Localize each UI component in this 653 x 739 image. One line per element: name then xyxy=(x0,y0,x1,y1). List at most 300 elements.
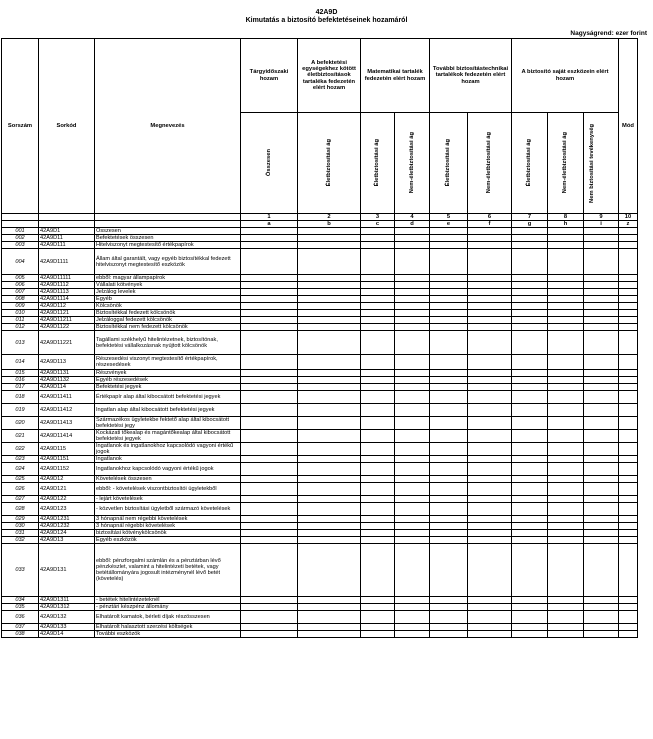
value-cell[interactable] xyxy=(361,228,395,235)
value-cell[interactable] xyxy=(241,631,298,638)
value-cell[interactable] xyxy=(619,631,638,638)
value-cell[interactable] xyxy=(468,242,512,249)
value-cell[interactable] xyxy=(619,235,638,242)
value-cell[interactable] xyxy=(619,611,638,624)
value-cell[interactable] xyxy=(512,530,548,537)
value-cell[interactable] xyxy=(298,296,361,303)
value-cell[interactable] xyxy=(298,317,361,324)
value-cell[interactable] xyxy=(548,624,584,631)
value-cell[interactable] xyxy=(584,537,619,544)
value-cell[interactable] xyxy=(298,604,361,611)
value-cell[interactable] xyxy=(584,370,619,377)
value-cell[interactable] xyxy=(619,377,638,384)
value-cell[interactable] xyxy=(512,228,548,235)
value-cell[interactable] xyxy=(584,530,619,537)
value-cell[interactable] xyxy=(548,417,584,430)
value-cell[interactable] xyxy=(361,430,395,443)
value-cell[interactable] xyxy=(468,537,512,544)
value-cell[interactable] xyxy=(619,544,638,597)
value-cell[interactable] xyxy=(512,537,548,544)
value-cell[interactable] xyxy=(619,476,638,483)
value-cell[interactable] xyxy=(584,611,619,624)
value-cell[interactable] xyxy=(584,235,619,242)
value-cell[interactable] xyxy=(298,516,361,523)
value-cell[interactable] xyxy=(430,443,468,456)
value-cell[interactable] xyxy=(468,631,512,638)
value-cell[interactable] xyxy=(619,463,638,476)
value-cell[interactable] xyxy=(361,530,395,537)
value-cell[interactable] xyxy=(395,310,430,317)
value-cell[interactable] xyxy=(548,516,584,523)
value-cell[interactable] xyxy=(619,523,638,530)
value-cell[interactable] xyxy=(298,242,361,249)
value-cell[interactable] xyxy=(298,496,361,503)
value-cell[interactable] xyxy=(430,391,468,404)
value-cell[interactable] xyxy=(548,530,584,537)
value-cell[interactable] xyxy=(468,377,512,384)
value-cell[interactable] xyxy=(548,604,584,611)
value-cell[interactable] xyxy=(241,496,298,503)
value-cell[interactable] xyxy=(619,384,638,391)
value-cell[interactable] xyxy=(430,289,468,296)
value-cell[interactable] xyxy=(361,296,395,303)
value-cell[interactable] xyxy=(619,275,638,282)
value-cell[interactable] xyxy=(468,404,512,417)
value-cell[interactable] xyxy=(241,303,298,310)
value-cell[interactable] xyxy=(430,324,468,331)
value-cell[interactable] xyxy=(619,296,638,303)
value-cell[interactable] xyxy=(361,604,395,611)
value-cell[interactable] xyxy=(468,228,512,235)
value-cell[interactable] xyxy=(548,355,584,370)
value-cell[interactable] xyxy=(548,404,584,417)
value-cell[interactable] xyxy=(241,443,298,456)
value-cell[interactable] xyxy=(395,631,430,638)
value-cell[interactable] xyxy=(395,242,430,249)
value-cell[interactable] xyxy=(512,417,548,430)
value-cell[interactable] xyxy=(430,331,468,355)
value-cell[interactable] xyxy=(430,282,468,289)
value-cell[interactable] xyxy=(298,282,361,289)
value-cell[interactable] xyxy=(395,282,430,289)
value-cell[interactable] xyxy=(395,235,430,242)
value-cell[interactable] xyxy=(512,296,548,303)
value-cell[interactable] xyxy=(241,282,298,289)
value-cell[interactable] xyxy=(468,430,512,443)
value-cell[interactable] xyxy=(512,242,548,249)
value-cell[interactable] xyxy=(584,483,619,496)
value-cell[interactable] xyxy=(430,249,468,275)
value-cell[interactable] xyxy=(512,597,548,604)
value-cell[interactable] xyxy=(619,303,638,310)
value-cell[interactable] xyxy=(395,624,430,631)
value-cell[interactable] xyxy=(512,317,548,324)
value-cell[interactable] xyxy=(548,324,584,331)
value-cell[interactable] xyxy=(430,530,468,537)
value-cell[interactable] xyxy=(512,631,548,638)
value-cell[interactable] xyxy=(361,317,395,324)
value-cell[interactable] xyxy=(512,324,548,331)
value-cell[interactable] xyxy=(548,384,584,391)
value-cell[interactable] xyxy=(430,235,468,242)
value-cell[interactable] xyxy=(512,604,548,611)
value-cell[interactable] xyxy=(548,430,584,443)
value-cell[interactable] xyxy=(512,496,548,503)
value-cell[interactable] xyxy=(548,631,584,638)
value-cell[interactable] xyxy=(395,404,430,417)
value-cell[interactable] xyxy=(619,355,638,370)
value-cell[interactable] xyxy=(395,391,430,404)
value-cell[interactable] xyxy=(619,483,638,496)
value-cell[interactable] xyxy=(430,496,468,503)
value-cell[interactable] xyxy=(361,624,395,631)
value-cell[interactable] xyxy=(241,597,298,604)
value-cell[interactable] xyxy=(298,324,361,331)
value-cell[interactable] xyxy=(298,443,361,456)
value-cell[interactable] xyxy=(512,310,548,317)
value-cell[interactable] xyxy=(584,631,619,638)
value-cell[interactable] xyxy=(619,242,638,249)
value-cell[interactable] xyxy=(584,523,619,530)
value-cell[interactable] xyxy=(298,530,361,537)
value-cell[interactable] xyxy=(430,430,468,443)
value-cell[interactable] xyxy=(468,303,512,310)
value-cell[interactable] xyxy=(548,463,584,476)
value-cell[interactable] xyxy=(395,463,430,476)
value-cell[interactable] xyxy=(584,228,619,235)
value-cell[interactable] xyxy=(298,631,361,638)
value-cell[interactable] xyxy=(584,503,619,516)
value-cell[interactable] xyxy=(298,611,361,624)
value-cell[interactable] xyxy=(430,310,468,317)
value-cell[interactable] xyxy=(361,404,395,417)
value-cell[interactable] xyxy=(395,483,430,496)
value-cell[interactable] xyxy=(468,391,512,404)
value-cell[interactable] xyxy=(241,228,298,235)
value-cell[interactable] xyxy=(512,463,548,476)
value-cell[interactable] xyxy=(395,523,430,530)
value-cell[interactable] xyxy=(548,289,584,296)
value-cell[interactable] xyxy=(430,597,468,604)
value-cell[interactable] xyxy=(548,317,584,324)
value-cell[interactable] xyxy=(361,355,395,370)
value-cell[interactable] xyxy=(395,228,430,235)
value-cell[interactable] xyxy=(395,503,430,516)
value-cell[interactable] xyxy=(298,624,361,631)
value-cell[interactable] xyxy=(512,456,548,463)
value-cell[interactable] xyxy=(361,496,395,503)
value-cell[interactable] xyxy=(468,249,512,275)
value-cell[interactable] xyxy=(619,324,638,331)
value-cell[interactable] xyxy=(584,456,619,463)
value-cell[interactable] xyxy=(468,611,512,624)
value-cell[interactable] xyxy=(395,611,430,624)
value-cell[interactable] xyxy=(241,370,298,377)
value-cell[interactable] xyxy=(548,443,584,456)
value-cell[interactable] xyxy=(298,235,361,242)
value-cell[interactable] xyxy=(298,523,361,530)
value-cell[interactable] xyxy=(512,331,548,355)
value-cell[interactable] xyxy=(619,530,638,537)
value-cell[interactable] xyxy=(584,289,619,296)
value-cell[interactable] xyxy=(430,544,468,597)
value-cell[interactable] xyxy=(512,503,548,516)
value-cell[interactable] xyxy=(512,544,548,597)
value-cell[interactable] xyxy=(298,384,361,391)
value-cell[interactable] xyxy=(468,317,512,324)
value-cell[interactable] xyxy=(395,249,430,275)
value-cell[interactable] xyxy=(512,516,548,523)
value-cell[interactable] xyxy=(241,430,298,443)
value-cell[interactable] xyxy=(430,417,468,430)
value-cell[interactable] xyxy=(298,404,361,417)
value-cell[interactable] xyxy=(548,597,584,604)
value-cell[interactable] xyxy=(361,324,395,331)
value-cell[interactable] xyxy=(512,275,548,282)
value-cell[interactable] xyxy=(361,249,395,275)
value-cell[interactable] xyxy=(395,377,430,384)
value-cell[interactable] xyxy=(395,430,430,443)
value-cell[interactable] xyxy=(619,456,638,463)
value-cell[interactable] xyxy=(468,324,512,331)
value-cell[interactable] xyxy=(548,483,584,496)
value-cell[interactable] xyxy=(584,384,619,391)
value-cell[interactable] xyxy=(548,303,584,310)
value-cell[interactable] xyxy=(548,456,584,463)
value-cell[interactable] xyxy=(395,296,430,303)
value-cell[interactable] xyxy=(361,503,395,516)
value-cell[interactable] xyxy=(361,456,395,463)
value-cell[interactable] xyxy=(468,604,512,611)
value-cell[interactable] xyxy=(468,483,512,496)
value-cell[interactable] xyxy=(548,503,584,516)
value-cell[interactable] xyxy=(241,523,298,530)
value-cell[interactable] xyxy=(512,624,548,631)
value-cell[interactable] xyxy=(548,249,584,275)
value-cell[interactable] xyxy=(395,476,430,483)
value-cell[interactable] xyxy=(619,624,638,631)
value-cell[interactable] xyxy=(584,417,619,430)
value-cell[interactable] xyxy=(619,516,638,523)
value-cell[interactable] xyxy=(430,503,468,516)
value-cell[interactable] xyxy=(512,370,548,377)
value-cell[interactable] xyxy=(468,463,512,476)
value-cell[interactable] xyxy=(430,483,468,496)
value-cell[interactable] xyxy=(298,370,361,377)
value-cell[interactable] xyxy=(395,496,430,503)
value-cell[interactable] xyxy=(619,496,638,503)
value-cell[interactable] xyxy=(298,355,361,370)
value-cell[interactable] xyxy=(548,331,584,355)
value-cell[interactable] xyxy=(395,604,430,611)
value-cell[interactable] xyxy=(361,523,395,530)
value-cell[interactable] xyxy=(584,317,619,324)
value-cell[interactable] xyxy=(548,282,584,289)
value-cell[interactable] xyxy=(619,289,638,296)
value-cell[interactable] xyxy=(512,282,548,289)
value-cell[interactable] xyxy=(584,544,619,597)
value-cell[interactable] xyxy=(548,275,584,282)
value-cell[interactable] xyxy=(430,370,468,377)
value-cell[interactable] xyxy=(298,303,361,310)
value-cell[interactable] xyxy=(298,391,361,404)
value-cell[interactable] xyxy=(361,235,395,242)
value-cell[interactable] xyxy=(298,249,361,275)
value-cell[interactable] xyxy=(430,384,468,391)
value-cell[interactable] xyxy=(468,530,512,537)
value-cell[interactable] xyxy=(468,331,512,355)
value-cell[interactable] xyxy=(584,430,619,443)
value-cell[interactable] xyxy=(241,377,298,384)
value-cell[interactable] xyxy=(241,404,298,417)
value-cell[interactable] xyxy=(241,516,298,523)
value-cell[interactable] xyxy=(548,370,584,377)
value-cell[interactable] xyxy=(430,476,468,483)
value-cell[interactable] xyxy=(241,483,298,496)
value-cell[interactable] xyxy=(584,463,619,476)
value-cell[interactable] xyxy=(395,370,430,377)
value-cell[interactable] xyxy=(468,544,512,597)
value-cell[interactable] xyxy=(361,443,395,456)
value-cell[interactable] xyxy=(584,249,619,275)
value-cell[interactable] xyxy=(619,249,638,275)
value-cell[interactable] xyxy=(361,476,395,483)
value-cell[interactable] xyxy=(512,430,548,443)
value-cell[interactable] xyxy=(298,377,361,384)
value-cell[interactable] xyxy=(430,537,468,544)
value-cell[interactable] xyxy=(468,516,512,523)
value-cell[interactable] xyxy=(548,523,584,530)
value-cell[interactable] xyxy=(468,310,512,317)
value-cell[interactable] xyxy=(241,331,298,355)
value-cell[interactable] xyxy=(468,289,512,296)
value-cell[interactable] xyxy=(241,242,298,249)
value-cell[interactable] xyxy=(512,523,548,530)
value-cell[interactable] xyxy=(395,384,430,391)
value-cell[interactable] xyxy=(430,624,468,631)
value-cell[interactable] xyxy=(468,624,512,631)
value-cell[interactable] xyxy=(548,377,584,384)
value-cell[interactable] xyxy=(361,303,395,310)
value-cell[interactable] xyxy=(548,496,584,503)
value-cell[interactable] xyxy=(395,456,430,463)
value-cell[interactable] xyxy=(241,604,298,611)
value-cell[interactable] xyxy=(361,544,395,597)
value-cell[interactable] xyxy=(548,537,584,544)
value-cell[interactable] xyxy=(584,275,619,282)
value-cell[interactable] xyxy=(361,331,395,355)
value-cell[interactable] xyxy=(468,282,512,289)
value-cell[interactable] xyxy=(548,296,584,303)
value-cell[interactable] xyxy=(361,463,395,476)
value-cell[interactable] xyxy=(361,310,395,317)
value-cell[interactable] xyxy=(298,597,361,604)
value-cell[interactable] xyxy=(468,456,512,463)
value-cell[interactable] xyxy=(619,228,638,235)
value-cell[interactable] xyxy=(468,275,512,282)
value-cell[interactable] xyxy=(548,235,584,242)
value-cell[interactable] xyxy=(395,597,430,604)
value-cell[interactable] xyxy=(512,483,548,496)
value-cell[interactable] xyxy=(361,275,395,282)
value-cell[interactable] xyxy=(395,303,430,310)
value-cell[interactable] xyxy=(241,544,298,597)
value-cell[interactable] xyxy=(619,282,638,289)
value-cell[interactable] xyxy=(584,324,619,331)
value-cell[interactable] xyxy=(468,503,512,516)
value-cell[interactable] xyxy=(298,476,361,483)
value-cell[interactable] xyxy=(584,282,619,289)
value-cell[interactable] xyxy=(468,496,512,503)
value-cell[interactable] xyxy=(430,604,468,611)
value-cell[interactable] xyxy=(619,331,638,355)
value-cell[interactable] xyxy=(298,275,361,282)
value-cell[interactable] xyxy=(241,355,298,370)
value-cell[interactable] xyxy=(298,310,361,317)
value-cell[interactable] xyxy=(395,324,430,331)
value-cell[interactable] xyxy=(584,391,619,404)
value-cell[interactable] xyxy=(584,310,619,317)
value-cell[interactable] xyxy=(241,310,298,317)
value-cell[interactable] xyxy=(298,228,361,235)
value-cell[interactable] xyxy=(512,289,548,296)
value-cell[interactable] xyxy=(361,384,395,391)
value-cell[interactable] xyxy=(468,235,512,242)
value-cell[interactable] xyxy=(619,430,638,443)
value-cell[interactable] xyxy=(298,463,361,476)
value-cell[interactable] xyxy=(361,597,395,604)
value-cell[interactable] xyxy=(298,430,361,443)
value-cell[interactable] xyxy=(619,597,638,604)
value-cell[interactable] xyxy=(584,624,619,631)
value-cell[interactable] xyxy=(241,235,298,242)
value-cell[interactable] xyxy=(430,377,468,384)
value-cell[interactable] xyxy=(395,331,430,355)
value-cell[interactable] xyxy=(468,355,512,370)
value-cell[interactable] xyxy=(361,242,395,249)
value-cell[interactable] xyxy=(619,537,638,544)
value-cell[interactable] xyxy=(512,384,548,391)
value-cell[interactable] xyxy=(548,228,584,235)
value-cell[interactable] xyxy=(468,370,512,377)
value-cell[interactable] xyxy=(241,384,298,391)
value-cell[interactable] xyxy=(468,384,512,391)
value-cell[interactable] xyxy=(361,537,395,544)
value-cell[interactable] xyxy=(395,289,430,296)
value-cell[interactable] xyxy=(512,404,548,417)
value-cell[interactable] xyxy=(619,404,638,417)
value-cell[interactable] xyxy=(584,303,619,310)
value-cell[interactable] xyxy=(241,624,298,631)
value-cell[interactable] xyxy=(619,443,638,456)
value-cell[interactable] xyxy=(619,370,638,377)
value-cell[interactable] xyxy=(241,289,298,296)
value-cell[interactable] xyxy=(241,503,298,516)
value-cell[interactable] xyxy=(512,377,548,384)
value-cell[interactable] xyxy=(361,516,395,523)
value-cell[interactable] xyxy=(241,476,298,483)
value-cell[interactable] xyxy=(512,391,548,404)
value-cell[interactable] xyxy=(361,417,395,430)
value-cell[interactable] xyxy=(361,289,395,296)
value-cell[interactable] xyxy=(548,310,584,317)
value-cell[interactable] xyxy=(468,417,512,430)
value-cell[interactable] xyxy=(468,523,512,530)
value-cell[interactable] xyxy=(584,242,619,249)
value-cell[interactable] xyxy=(619,317,638,324)
value-cell[interactable] xyxy=(468,597,512,604)
value-cell[interactable] xyxy=(395,516,430,523)
